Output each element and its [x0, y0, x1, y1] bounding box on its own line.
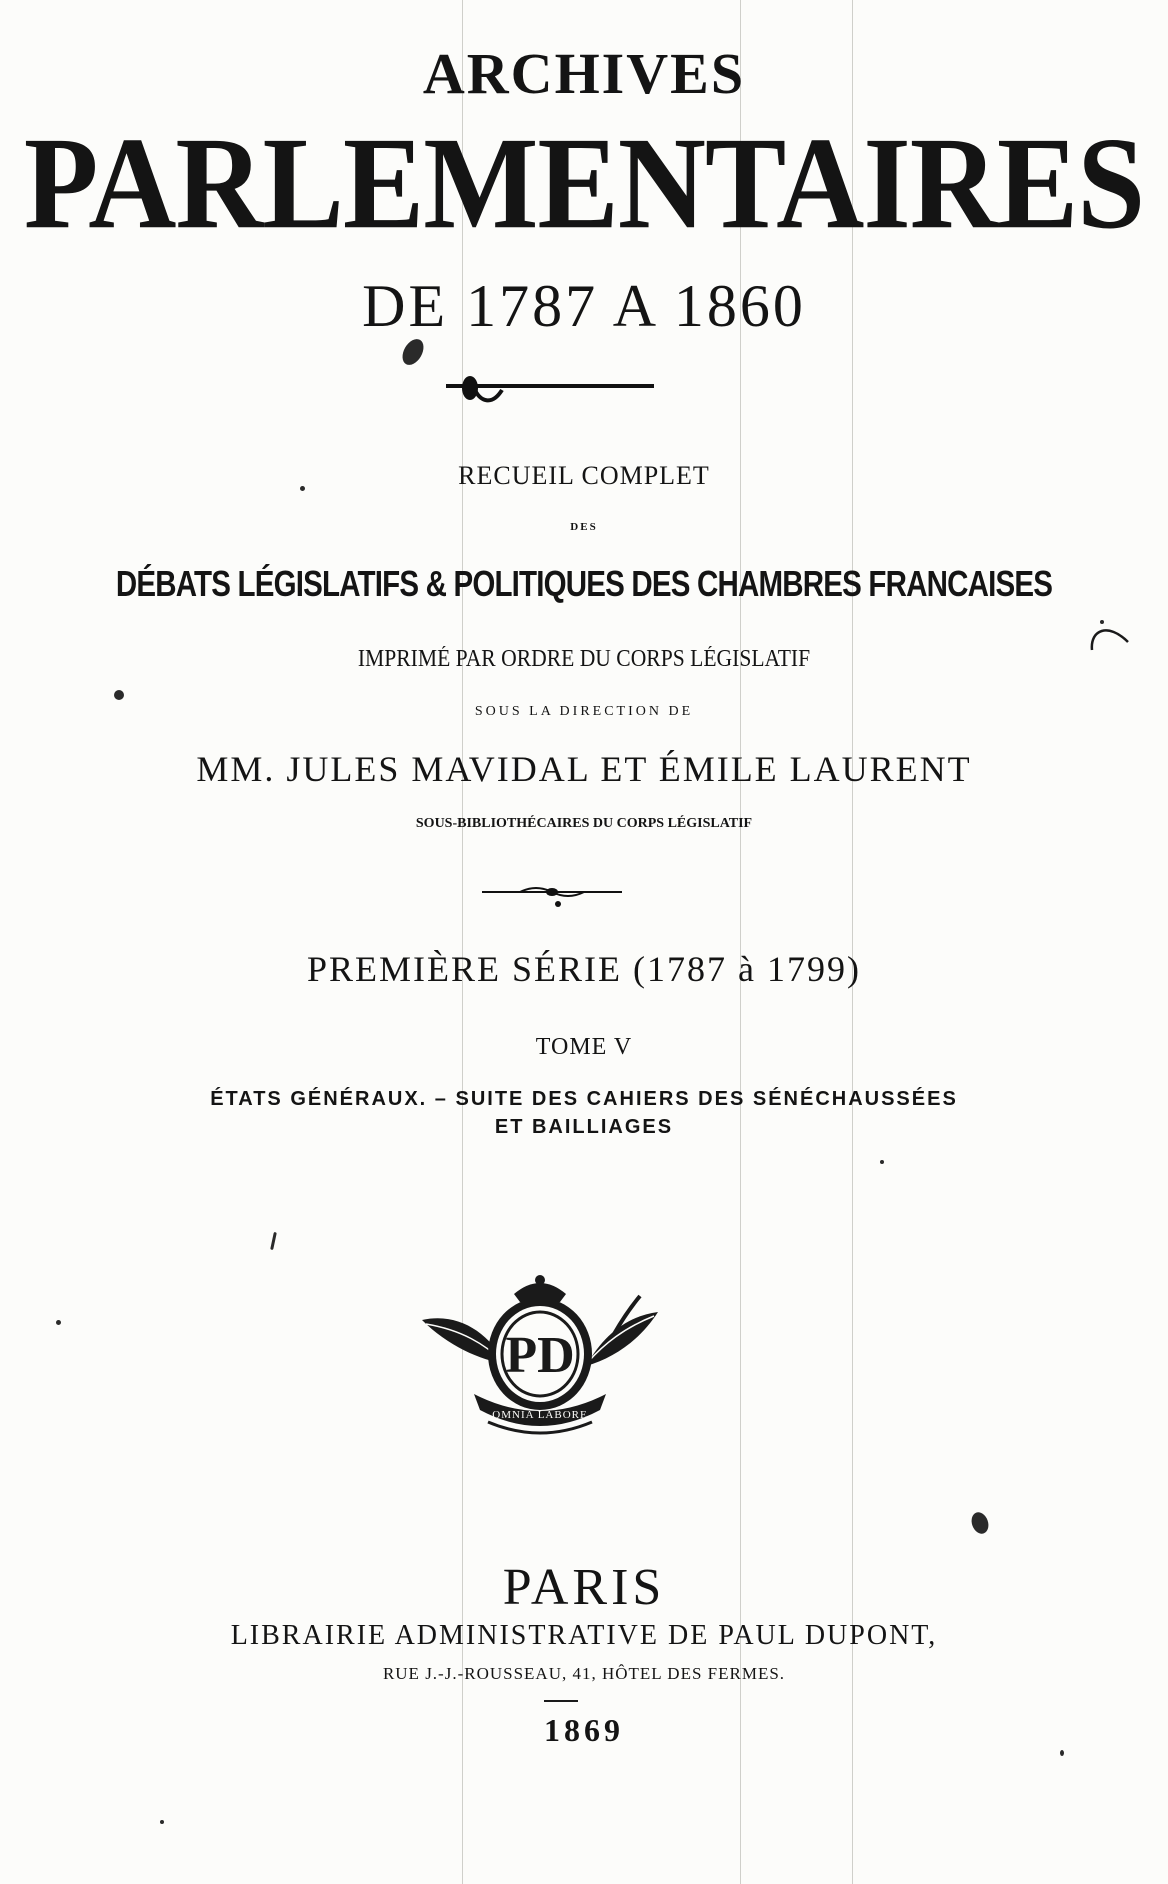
publication-year: 1869: [544, 1712, 624, 1748]
publisher-emblem: [418, 1272, 662, 1442]
volume-contents-line2: ET BAILLIAGES: [494, 1116, 674, 1138]
editors: MM. JULES MAVIDAL ET ÉMILE LAURENT: [196, 749, 972, 789]
series-name-archives: ARCHIVES: [422, 41, 746, 106]
publisher-address: RUE J.-J.-ROUSSEAU, 41, HÔTEL DES FERMES.: [382, 1664, 786, 1683]
publisher-name: LIBRAIRIE ADMINISTRATIVE DE PAUL DUPONT,: [230, 1620, 938, 1651]
volume-number: TOME V: [535, 1034, 633, 1060]
ink-speck: [880, 1160, 884, 1164]
collection-subtitle: RECUEIL COMPLET: [458, 461, 710, 490]
series-number: PREMIÈRE SÉRIE (1787 à 1799): [307, 949, 861, 989]
svg-text:PD: PD: [505, 1327, 575, 1384]
editors-title: SOUS-BIBLIOTHÉCAIRES DU CORPS LÉGISLATIF: [415, 816, 753, 831]
publication-city: PARIS: [502, 1559, 666, 1616]
ink-speck: [300, 486, 305, 491]
ink-speck: [270, 1232, 277, 1250]
ink-blot: [969, 1510, 992, 1536]
collection-description: DÉBATS LÉGISLATIFS & POLITIQUES DES CHAMBRES FRANCAISES: [115, 563, 1053, 604]
margin-mark: [1088, 620, 1132, 656]
ink-speck: [160, 1820, 164, 1824]
printing-note: IMPRIMÉ PAR ORDRE DU CORPS LÉGISLATIF: [357, 646, 811, 672]
ink-speck: [56, 1320, 61, 1325]
ink-speck: [114, 690, 124, 700]
subtitle-connector: DES: [570, 521, 598, 533]
volume-contents-line1: ÉTATS GÉNÉRAUX. – SUITE DES CAHIERS DES SÉNÉCHAUSSÉES: [210, 1088, 958, 1110]
svg-text:OMNIA LABORE: OMNIA LABORE: [492, 1409, 588, 1421]
series-name-parlementaires: PARLEMENTAIRES: [23, 110, 1145, 257]
direction-label: SOUS LA DIRECTION DE: [474, 704, 694, 719]
ornament-rule-top: [440, 372, 660, 412]
ornament-rule-middle: [480, 880, 624, 912]
ink-speck: [1060, 1750, 1064, 1756]
short-rule: [544, 1700, 578, 1702]
date-range: DE 1787 A 1860: [362, 273, 806, 339]
